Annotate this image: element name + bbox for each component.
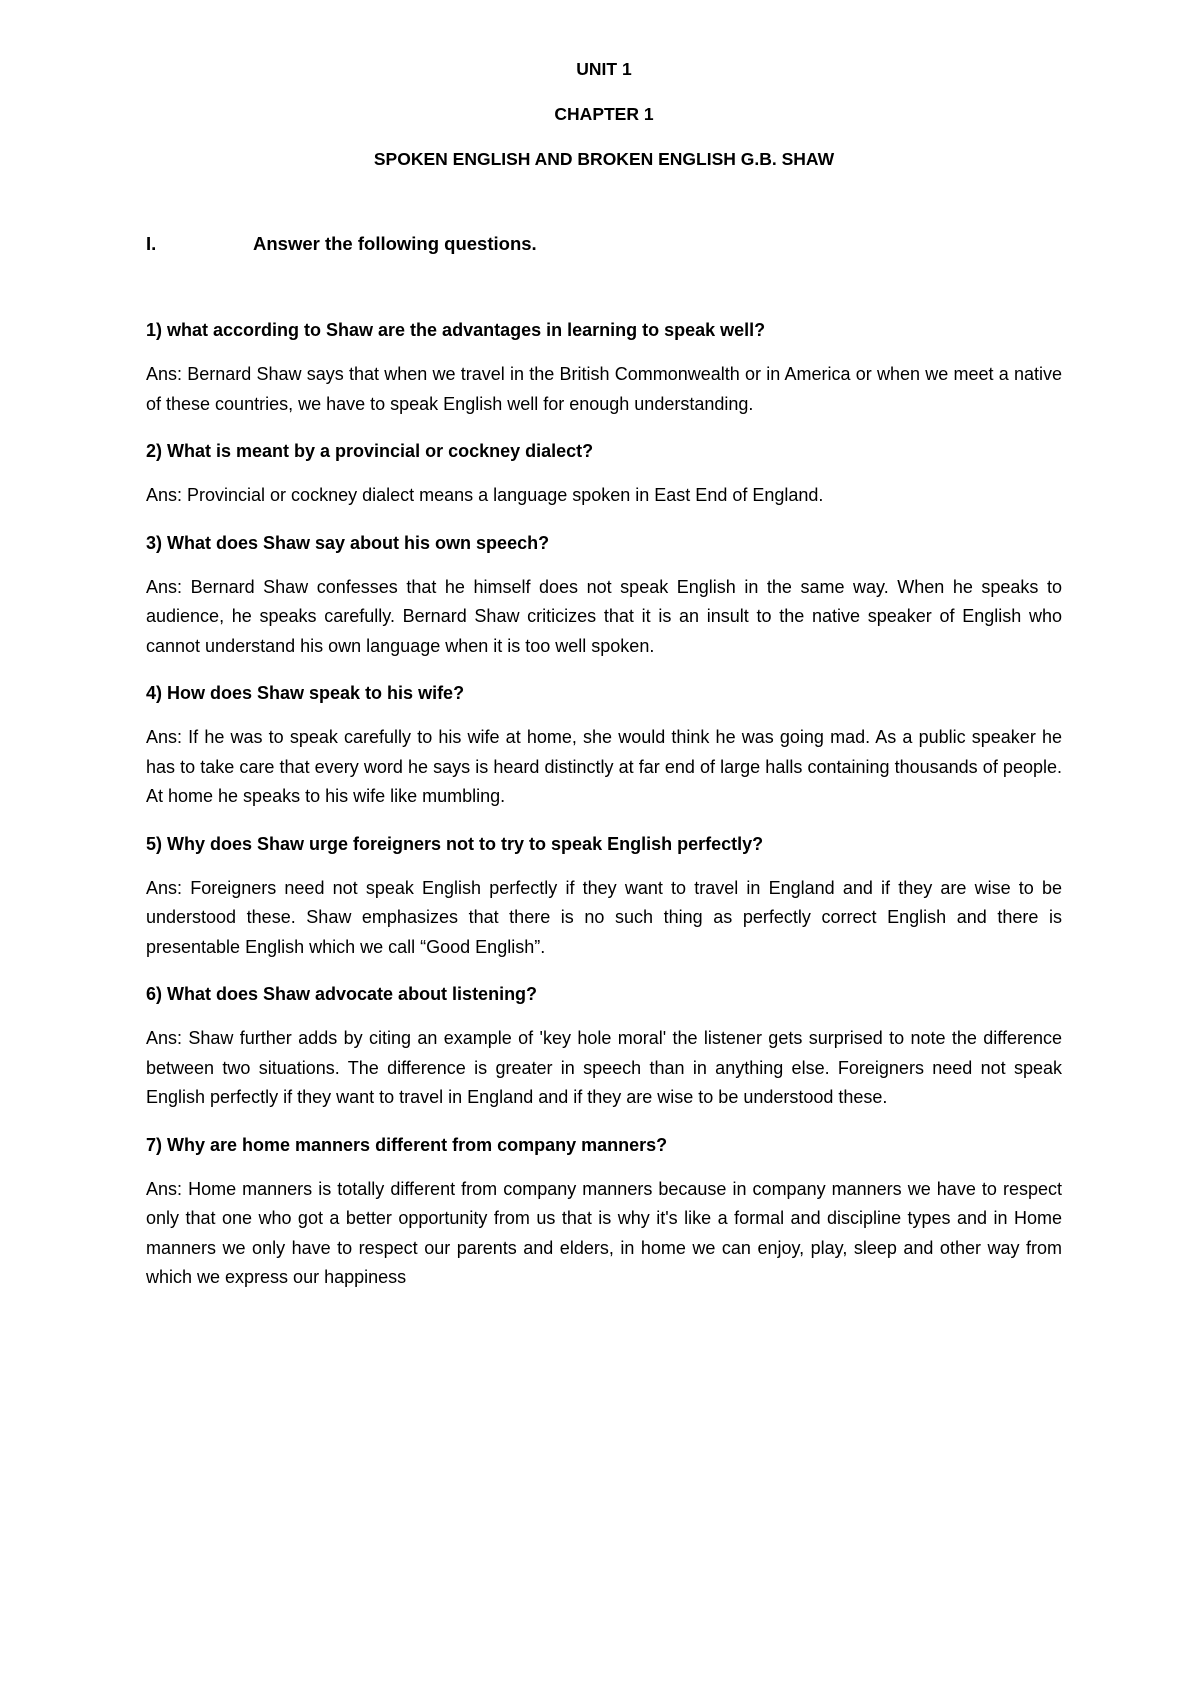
answer-5: Ans: Foreigners need not speak English perfectly if they want to travel in England and if they are wise to be understood these. Shaw emphasizes that there is no such thing as perfectly correct English and there is presentable English which we call “Good English”. (146, 877, 1062, 957)
answer-6: Ans: Shaw further adds by citing an example of 'key hole moral' the listener gets surprised to note the difference between two situations. The difference is greater in speech than in anything else. Foreigners need not speak English perfectly if they want to travel in England and if they are wise to be understood these. (146, 1028, 1062, 1107)
section-title: Answer the following questions. (253, 233, 537, 254)
qa-item-6 (146, 982, 1062, 1113)
qa-list (146, 318, 1062, 1293)
unit-heading: UNIT 1 (576, 59, 632, 79)
answer-7: Ans: Home manners is totally different from company manners because in company manners we have to respect only that one who got a better opportunity from us that is why it's like a formal and discipline types and in Home manners we only have to respect our parents and elders, in home we can enjoy, play, sleep and other way from which we express our happiness (146, 1178, 1062, 1287)
question-1: 1) what according to Shaw are the advantages in learning to speak well? (146, 320, 766, 340)
answer-1: Ans: Bernard Shaw says that when we travel in the British Commonwealth or in America or when we meet a native of these countries, we have to speak English well for enough understanding. (146, 364, 1062, 414)
chapter-title: SPOKEN ENGLISH AND BROKEN ENGLISH G.B. SHAW (373, 149, 835, 169)
qa-item-2 (146, 439, 1062, 511)
qa-item-5 (146, 832, 1062, 963)
chapter-heading: CHAPTER 1 (554, 104, 654, 124)
answer-4: Ans: If he was to speak carefully to his wife at home, she would think he was going mad. As a public speaker he has to take care that every word he says is heard distinctly at far end of large halls containing thousands of people. At home he speaks to his wife like mumbling. (146, 727, 1062, 806)
question-2: 2) What is meant by a provincial or cockney dialect? (146, 441, 594, 461)
question-6: 6) What does Shaw advocate about listening? (146, 984, 538, 1004)
qa-item-1 (146, 318, 1062, 419)
question-5: 5) Why does Shaw urge foreigners not to try to speak English perfectly? (146, 833, 764, 854)
qa-item-4 (146, 681, 1062, 812)
question-4: 4) How does Shaw speak to his wife? (146, 683, 465, 703)
qa-item-3 (146, 531, 1062, 662)
answer-3: Ans: Bernard Shaw confesses that he himself does not speak English in the same way. When he speaks to audience, he speaks carefully. Bernard Shaw criticizes that it is an insult to the native speaker of English who cannot understand his own language when it is too well spoken. (146, 576, 1062, 656)
question-3: 3) What does Shaw say about his own speech? (146, 532, 550, 553)
qa-item-7 (146, 1133, 1062, 1293)
document-content (146, 58, 1062, 1313)
section-heading (146, 232, 1062, 256)
section-number: I. (146, 233, 157, 254)
question-7: 7) Why are home manners different from company manners? (146, 1134, 668, 1155)
answer-2: Ans: Provincial or cockney dialect means a language spoken in East End of England. (146, 485, 824, 505)
